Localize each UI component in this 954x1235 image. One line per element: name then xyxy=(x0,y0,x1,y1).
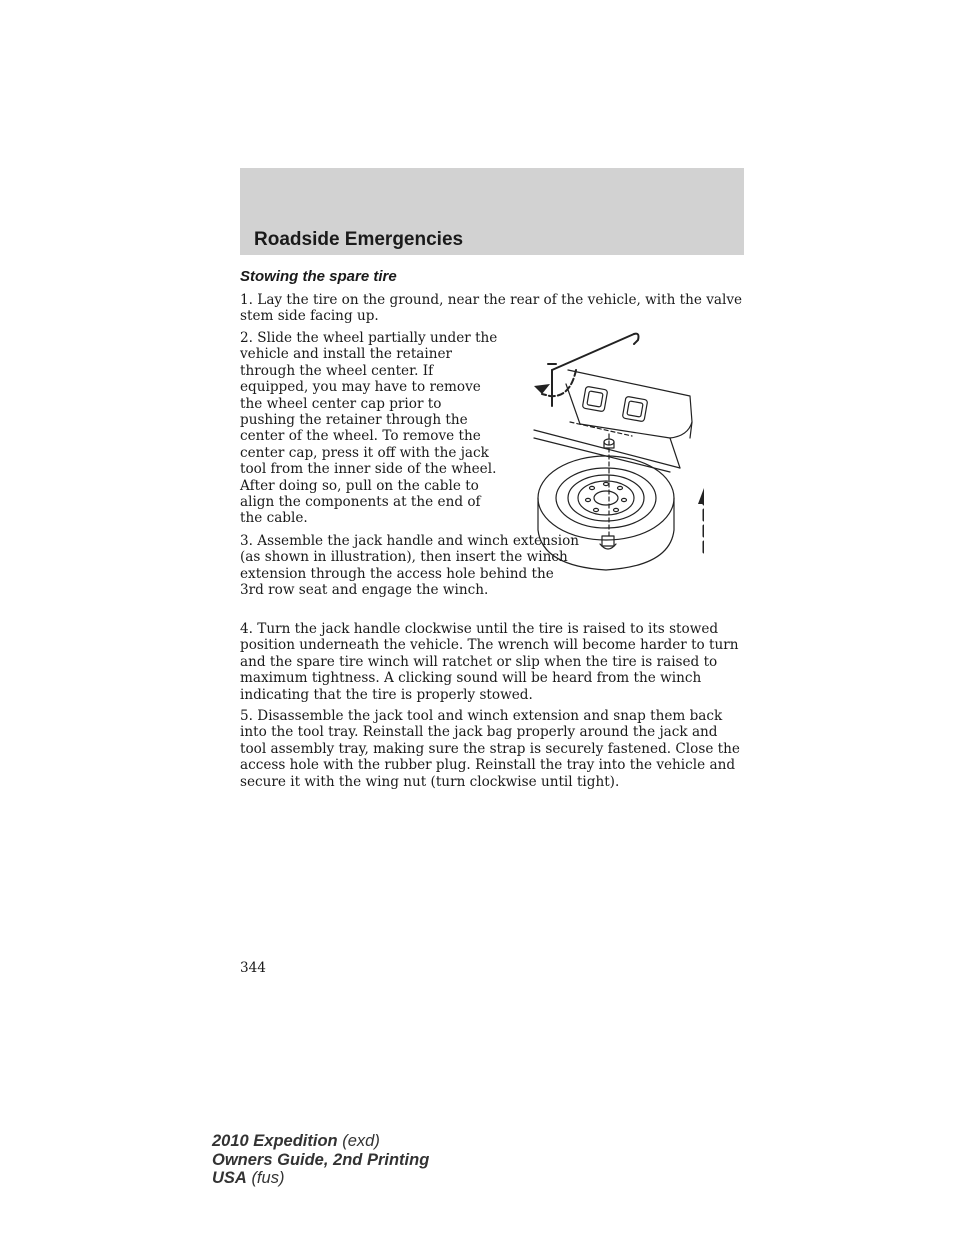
footer-market: USA xyxy=(212,1169,247,1187)
subheading: Stowing the spare tire xyxy=(240,268,397,285)
page-number: 344 xyxy=(240,960,266,976)
footer-guide: Owners Guide, 2nd Printing xyxy=(212,1150,430,1169)
footer-model-code: (exd) xyxy=(342,1132,380,1150)
section-header-band xyxy=(240,168,744,255)
step-4-text: 4. Turn the jack handle clockwise until the tire is raised to its stowed position underneath the vehicle. The wrench will become harder to turn and the spare tire winch will ratchet or slip when the tire is raised to maximum tightness. A clicking sound will be heard from the winch indicating that the tire is properly stowed. xyxy=(240,621,739,703)
document-footer xyxy=(212,1132,429,1188)
step-1-text: 1. Lay the tire on the ground, near the rear of the vehicle, with the valve stem side facing up. xyxy=(240,292,743,325)
step-5-text: 5. Disassemble the jack tool and winch extension and snap them back into the tool tray. Reinstall the jack bag properly around the jack and tool assembly tray, making sure the strap is securely fastened. Close the access hole with the rubber plug. Reinstall the tray into the vehicle and secure it with the wing nut (turn clockwise until tight). xyxy=(240,708,740,790)
spare-tire-illustration xyxy=(520,326,704,582)
footer-model: 2010 Expedition xyxy=(212,1132,338,1150)
section-title: Roadside Emergencies xyxy=(254,229,464,250)
step-2-text: 2. Slide the wheel partially under the vehicle and install the retainer through the wheel center. If equipped, you may have to remove the wheel center cap prior to pushing the retainer through the center of the wheel. To remove the center cap, press it off with the jack tool from the inner side of the wheel. After doing so, pull on the cable to align the components at the end of the cable. xyxy=(240,330,498,527)
step-3-text: 3. Assemble the jack handle and winch extension (as shown in illustration), then insert the winch extension through the access hole behind the 3rd row seat and engage the winch. xyxy=(240,533,580,599)
footer-market-code: (fus) xyxy=(251,1169,285,1187)
